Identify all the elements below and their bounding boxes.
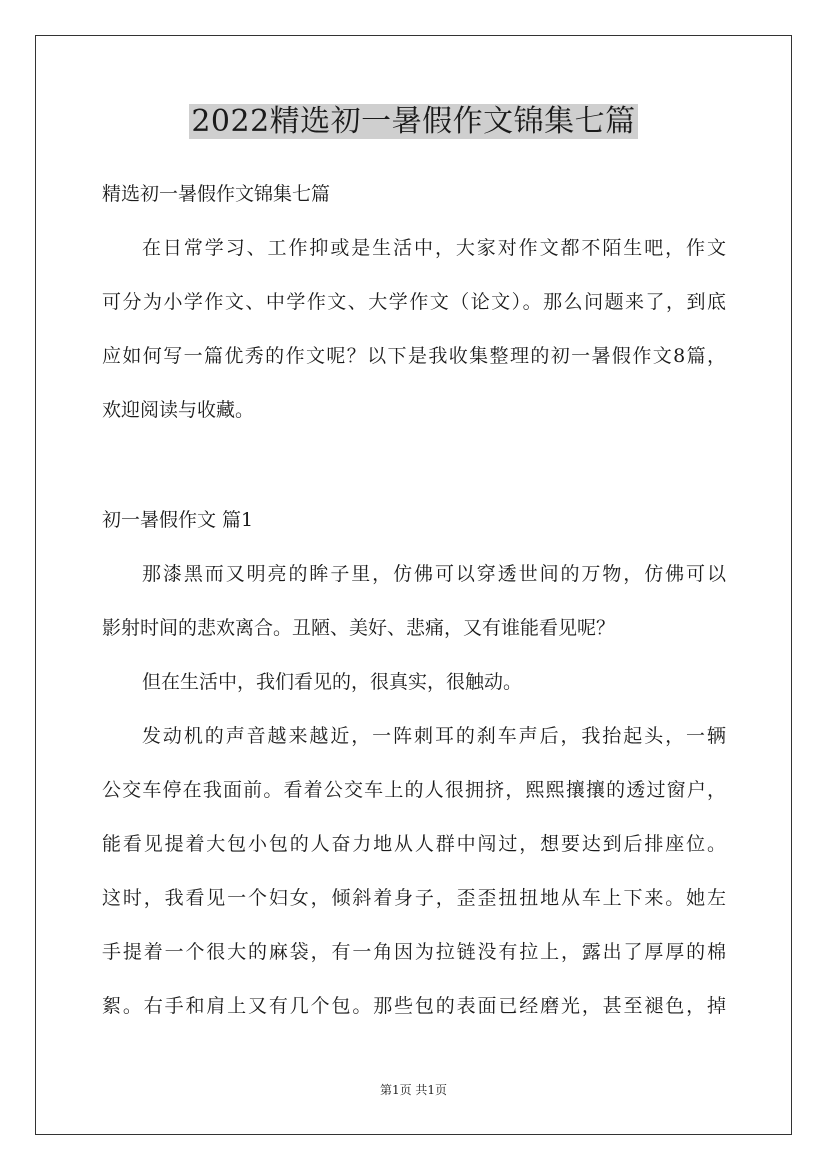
document-subtitle: 精选初一暑假作文锦集七篇	[102, 183, 331, 205]
body-line-7: 这时，我看见一个妇女，倾斜着身子，歪歪扭扭地从车上下来。她左	[102, 887, 726, 909]
body-line-8: 手提着一个很大的麻袋，有一角因为拉链没有拉上，露出了厚厚的棉	[102, 941, 726, 963]
body-line-4: 发动机的声音越来越近，一阵刺耳的刹车声后，我抬起头，一辆	[142, 725, 726, 747]
body-line-5: 公交车停在我面前。看着公交车上的人很拥挤，熙熙攘攘的透过窗户，	[102, 779, 726, 801]
intro-line-2: 可分为小学作文、中学作文、大学作文（论文）。那么问题来了，到底	[102, 291, 726, 313]
intro-line-3: 应如何写一篇优秀的作文呢？以下是我收集整理的初一暑假作文8篇，	[102, 345, 726, 367]
body-line-2: 影射时间的悲欢离合。丑陋、美好、悲痛，又有谁能看见呢？	[102, 617, 616, 639]
body-line-9: 絮。右手和肩上又有几个包。那些包的表面已经磨光，甚至褪色，掉	[102, 995, 726, 1017]
body-line-3: 但在生活中，我们看见的，很真实，很触动。	[142, 671, 523, 693]
page-footer: 第1页 共1页	[379, 1083, 448, 1097]
body-line-6: 能看见提着大包小包的人奋力地从人群中闯过，想要达到后排座位。	[102, 833, 726, 855]
document-title-text: 2022精选初一暑假作文锦集七篇	[191, 104, 636, 139]
section-heading: 初一暑假作文 篇1	[102, 509, 254, 531]
intro-line-1: 在日常学习、工作抑或是生活中，大家对作文都不陌生吧，作文	[142, 237, 726, 259]
document-title	[0, 100, 827, 144]
intro-line-4: 欢迎阅读与收藏。	[102, 399, 255, 421]
body-line-1: 那漆黑而又明亮的眸子里，仿佛可以穿透世间的万物，仿佛可以	[142, 563, 726, 585]
